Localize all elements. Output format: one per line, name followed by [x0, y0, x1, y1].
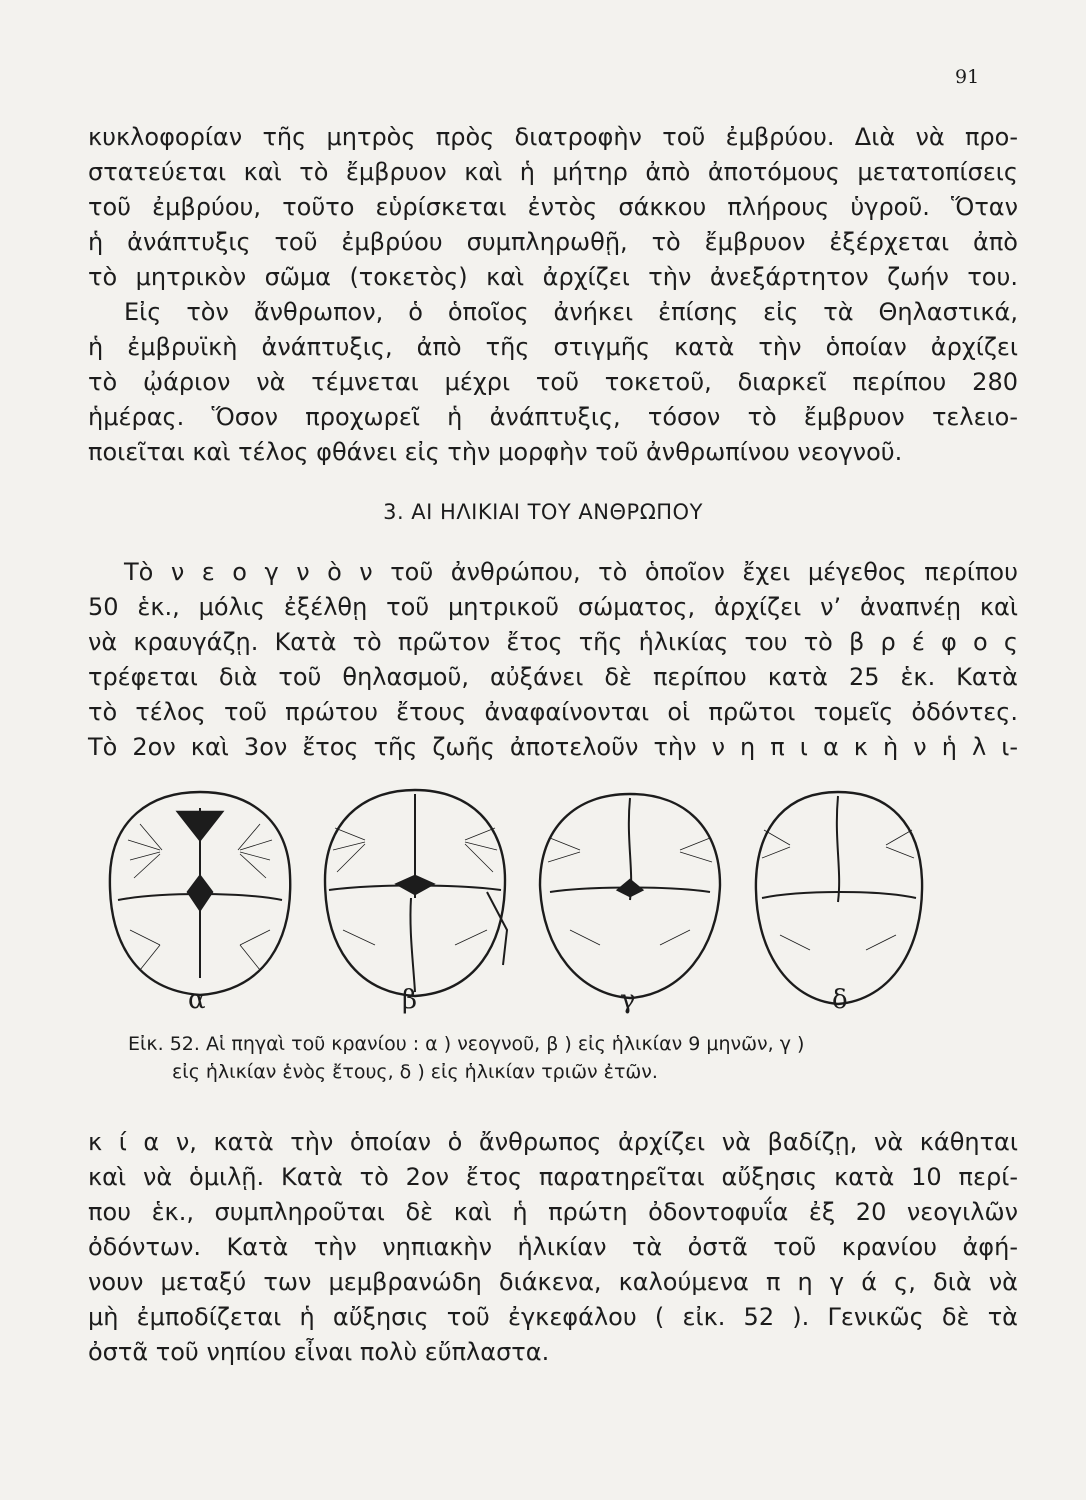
text-line: μὴ ἐμποδίζεται ἡ αὔξησις τοῦ ἐγκεφάλου ( εἰκ. 52 ). Γενικῶς δὲ τὰ: [88, 1303, 1018, 1331]
text-line: που ἑκ., συμπληροῦται δὲ καὶ ἡ πρώτη ὀδοντοφυΐα ἐξ 20 νεογιλῶν: [88, 1198, 1018, 1226]
page-number: 91: [955, 66, 980, 88]
text-line: ὀστᾶ τοῦ νηπίου εἶναι πολὺ εὔπλαστα.: [88, 1338, 550, 1366]
paragraph-3: [88, 555, 1018, 765]
skull-beta-drawing: [325, 790, 507, 996]
text-line: 50 ἑκ., μόλις ἐξέλθῃ τοῦ μητρικοῦ σώματος, ἀρχίζει ν’ ἀναπνέῃ καὶ: [88, 593, 1018, 621]
skull-gamma-drawing: [540, 794, 720, 998]
text-line: στατεύεται καὶ τὸ ἔμβρυον καὶ ἡ μήτηρ ἀπὸ ἀποτόμους μετατοπίσεις: [88, 158, 1018, 186]
paragraph-1: [88, 120, 1018, 295]
text-line: Τὸ 2ον καὶ 3ον ἔτος τῆς ζωῆς ἀποτελοῦν τὴν ν η π ι α κ ὴ ν ἡ λ ι-: [88, 733, 1018, 761]
text-line: νὰ κραυγάζῃ. Κατὰ τὸ πρῶτον ἔτος τῆς ἡλικίας του τὸ β ρ έ φ ο ς: [88, 628, 1018, 656]
figure-label-alpha: α: [188, 985, 206, 1015]
figure-label-delta: δ: [832, 985, 848, 1015]
text-line: κ ί α ν, κατὰ τὴν ὁποίαν ὁ ἄνθρωπος ἀρχίζει νὰ βαδίζῃ, νὰ κάθηται: [88, 1128, 1018, 1156]
text-line: τρέφεται διὰ τοῦ θηλασμοῦ, αὐξάνει δὲ περίπου κατὰ 25 ἑκ. Κατὰ: [88, 663, 1018, 691]
figure-label-beta: β: [402, 985, 418, 1015]
text-line: ὀδόντων. Κατὰ τὴν νηπιακὴν ἡλικίαν τὰ ὀστᾶ τοῦ κρανίου ἀφή-: [88, 1233, 1018, 1261]
text-line: Εἰς τὸν ἄνθρωπον, ὁ ὁποῖος ἀνήκει ἐπίσης εἰς τὰ Θηλαστικά,: [124, 298, 1018, 326]
text-line: Τὸ ν ε ο γ ν ὸ ν τοῦ ἀνθρώπου, τὸ ὁποῖον ἔχει μέγεθος περίπου: [124, 558, 1018, 586]
text-line: τὸ ᾠάριον νὰ τέμνεται μέχρι τοῦ τοκετοῦ, διαρκεῖ περίπου 280: [88, 368, 1018, 396]
caption-line: εἰς ἡλικίαν ἑνὸς ἔτους, δ ) εἰς ἡλικίαν τριῶν ἐτῶν.: [172, 1061, 658, 1083]
text-line: ποιεῖται καὶ τέλος φθάνει εἰς τὴν μορφὴν τοῦ ἀνθρωπίνου νεογνοῦ.: [88, 438, 903, 466]
text-line: ἡ ἀνάπτυξις τοῦ ἐμβρύου συμπληρωθῇ, τὸ ἔμβρυον ἐξέρχεται ἀπὸ: [88, 228, 1018, 256]
skull-alpha-drawing: [110, 792, 290, 995]
figure-caption: [128, 1030, 988, 1086]
paragraph-2: [88, 295, 1018, 470]
text-line: τοῦ ἐμβρύου, τοῦτο εὑρίσκεται ἐντὸς σάκκου πλήρους ὑγροῦ. Ὅταν: [88, 193, 1018, 221]
skull-fontanelles-figure: [100, 780, 980, 1020]
text-line: νουν μεταξύ των μεμβρανώδη διάκενα, καλούμενα π η γ ά ς, διὰ νὰ: [88, 1268, 1018, 1296]
figure-label-gamma: γ: [620, 985, 636, 1015]
caption-line: Εἰκ. 52. Αἱ πηγαὶ τοῦ κρανίου : α ) νεογνοῦ, β ) εἰς ἡλικίαν 9 μηνῶν, γ ): [128, 1033, 805, 1055]
skull-drawings: [100, 780, 980, 1020]
text-line: ἡ ἐμβρυϊκὴ ἀνάπτυξις, ἀπὸ τῆς στιγμῆς κατὰ τὴν ὁποίαν ἀρχίζει: [88, 333, 1018, 361]
text-line: τὸ μητρικὸν σῶμα (τοκετὸς) καὶ ἀρχίζει τὴν ἀνεξάρτητον ζωήν του.: [88, 263, 1018, 291]
text-line: καὶ νὰ ὁμιλῇ. Κατὰ τὸ 2ον ἔτος παρατηρεῖται αὔξησις κατὰ 10 περί-: [88, 1163, 1018, 1191]
text-line: τὸ τέλος τοῦ πρώτου ἔτους ἀναφαίνονται οἱ πρῶτοι τομεῖς ὀδόντες.: [88, 698, 1018, 726]
skull-delta-drawing: [756, 792, 922, 1004]
paragraph-4: [88, 1125, 1018, 1370]
text-line: ἡμέρας. Ὅσον προχωρεῖ ἡ ἀνάπτυξις, τόσον τὸ ἔμβρυον τελειο-: [88, 403, 1018, 431]
text-line: κυκλοφορίαν τῆς μητρὸς πρὸς διατροφὴν τοῦ ἐμβρύου. Διὰ νὰ προ-: [88, 123, 1018, 151]
section-heading: 3. ΑΙ ΗΛΙΚΙΑΙ ΤΟΥ ΑΝΘΡΩΠΟΥ: [383, 500, 703, 524]
